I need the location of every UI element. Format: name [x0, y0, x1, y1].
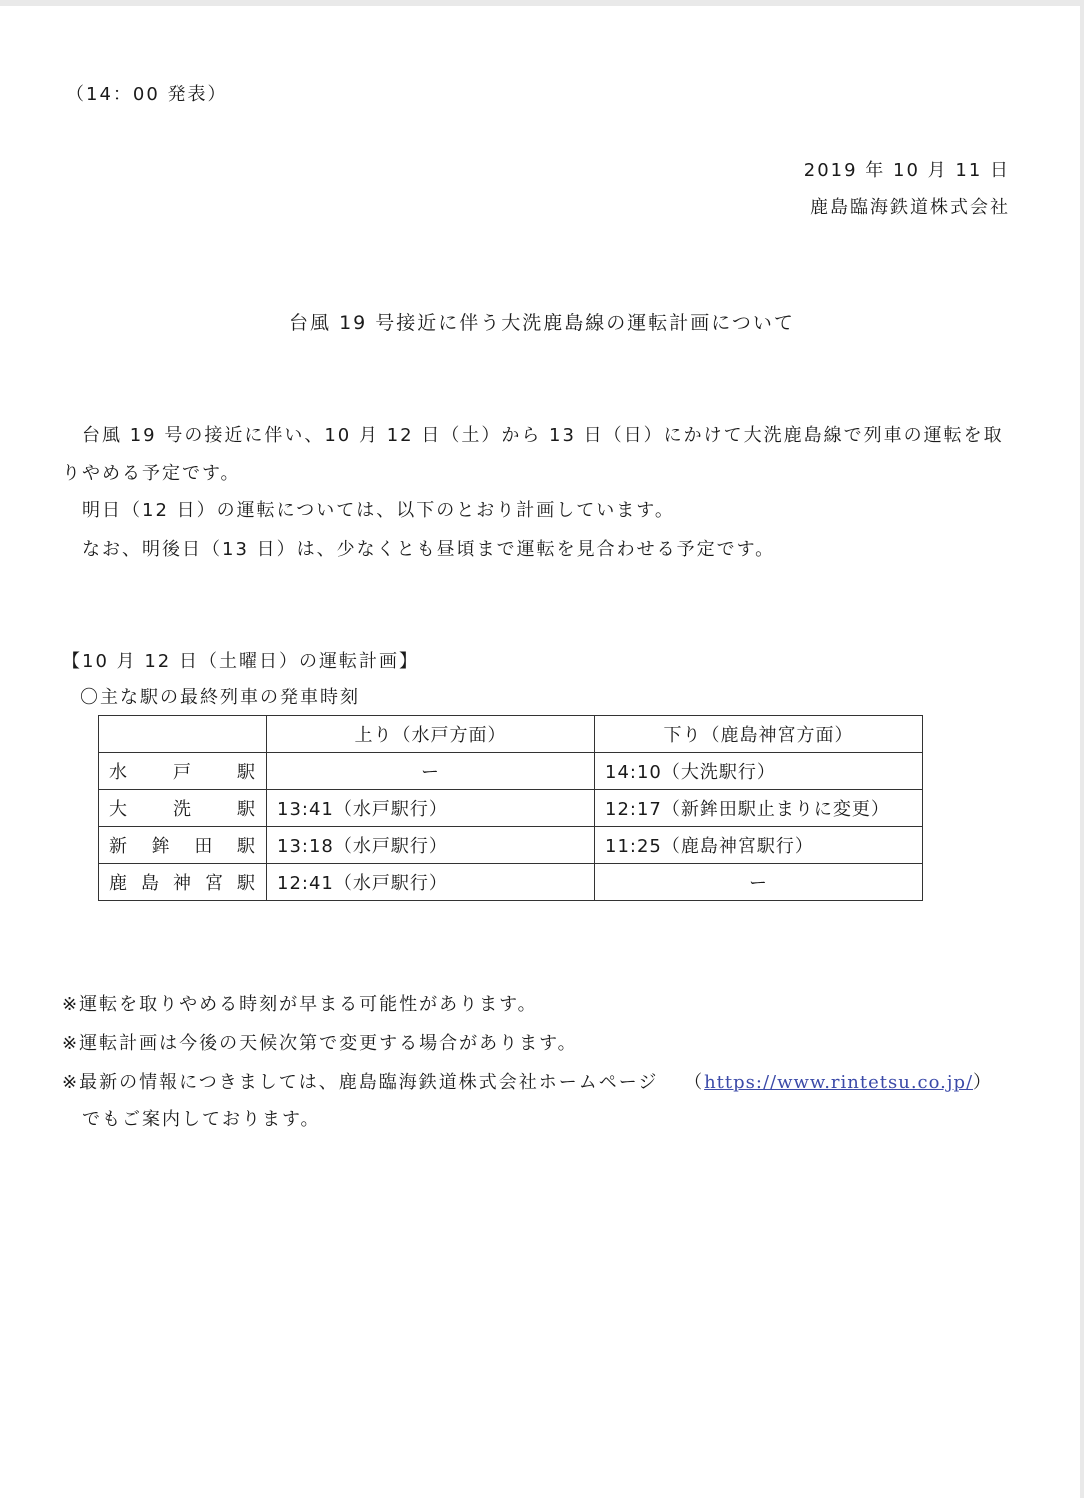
body-paragraph-1-line-2: りやめる予定です。	[62, 463, 241, 484]
plan-heading: 【10 月 12 日（土曜日）の運転計画】	[62, 651, 419, 672]
header-station	[99, 716, 267, 753]
table-row	[99, 827, 923, 864]
up-time: ー	[267, 753, 595, 790]
up-time: 13:41（水戸駅行）	[267, 790, 595, 827]
station-name: 新鉾田駅	[99, 827, 267, 864]
table-row	[99, 864, 923, 901]
header-down: 下り（鹿島神宮方面）	[595, 716, 923, 753]
header-up: 上り（水戸方面）	[267, 716, 595, 753]
company-name: 鹿島臨海鉄道株式会社	[810, 197, 1010, 218]
issued-time: （14：00 発表）	[66, 84, 228, 105]
table-row	[99, 753, 923, 790]
schedule-table	[98, 715, 923, 901]
body-paragraph-1-line-1: 台風 19 号の接近に伴い、10 月 12 日（土）から 13 日（日）にかけて大洗鹿島線で列車の運転を取	[82, 425, 1004, 446]
down-time: 12:17（新鉾田駅止まりに変更）	[595, 790, 923, 827]
body-paragraph-2: 明日（12 日）の運転については、以下のとおり計画しています。	[82, 500, 675, 521]
note-3	[62, 1068, 993, 1094]
table-row	[99, 790, 923, 827]
notice-date: 2019 年 10 月 11 日	[803, 160, 1010, 181]
note-2: ※運転計画は今後の天候次第で変更する場合があります。	[62, 1033, 578, 1054]
down-time: ー	[595, 864, 923, 901]
down-time: 11:25（鹿島神宮駅行）	[595, 827, 923, 864]
note-3-paren-close: ）	[973, 1072, 994, 1093]
note-3-text: ※最新の情報につきましては、鹿島臨海鉄道株式会社ホームページ	[62, 1072, 659, 1093]
station-name: 鹿島神宮駅	[99, 864, 267, 901]
station-name: 水戸駅	[99, 753, 267, 790]
note-1: ※運転を取りやめる時刻が早まる可能性があります。	[62, 994, 538, 1015]
station-name: 大洗駅	[99, 790, 267, 827]
down-time: 14:10（大洗駅行）	[595, 753, 923, 790]
plan-subheading: 〇主な駅の最終列車の発車時刻	[80, 687, 360, 708]
body-paragraph-3: なお、明後日（13 日）は、少なくとも昼頃まで運転を見合わせる予定です。	[82, 539, 776, 560]
table-header-row	[99, 716, 923, 753]
note-3-continuation: でもご案内しております。	[82, 1109, 321, 1130]
document-title: 台風 19 号接近に伴う大洗鹿島線の運転計画について	[289, 312, 795, 334]
note-3-paren-open: （	[684, 1072, 705, 1093]
up-time: 13:18（水戸駅行）	[267, 827, 595, 864]
homepage-link[interactable]: https://www.rintetsu.co.jp/	[704, 1072, 974, 1093]
up-time: 12:41（水戸駅行）	[267, 864, 595, 901]
